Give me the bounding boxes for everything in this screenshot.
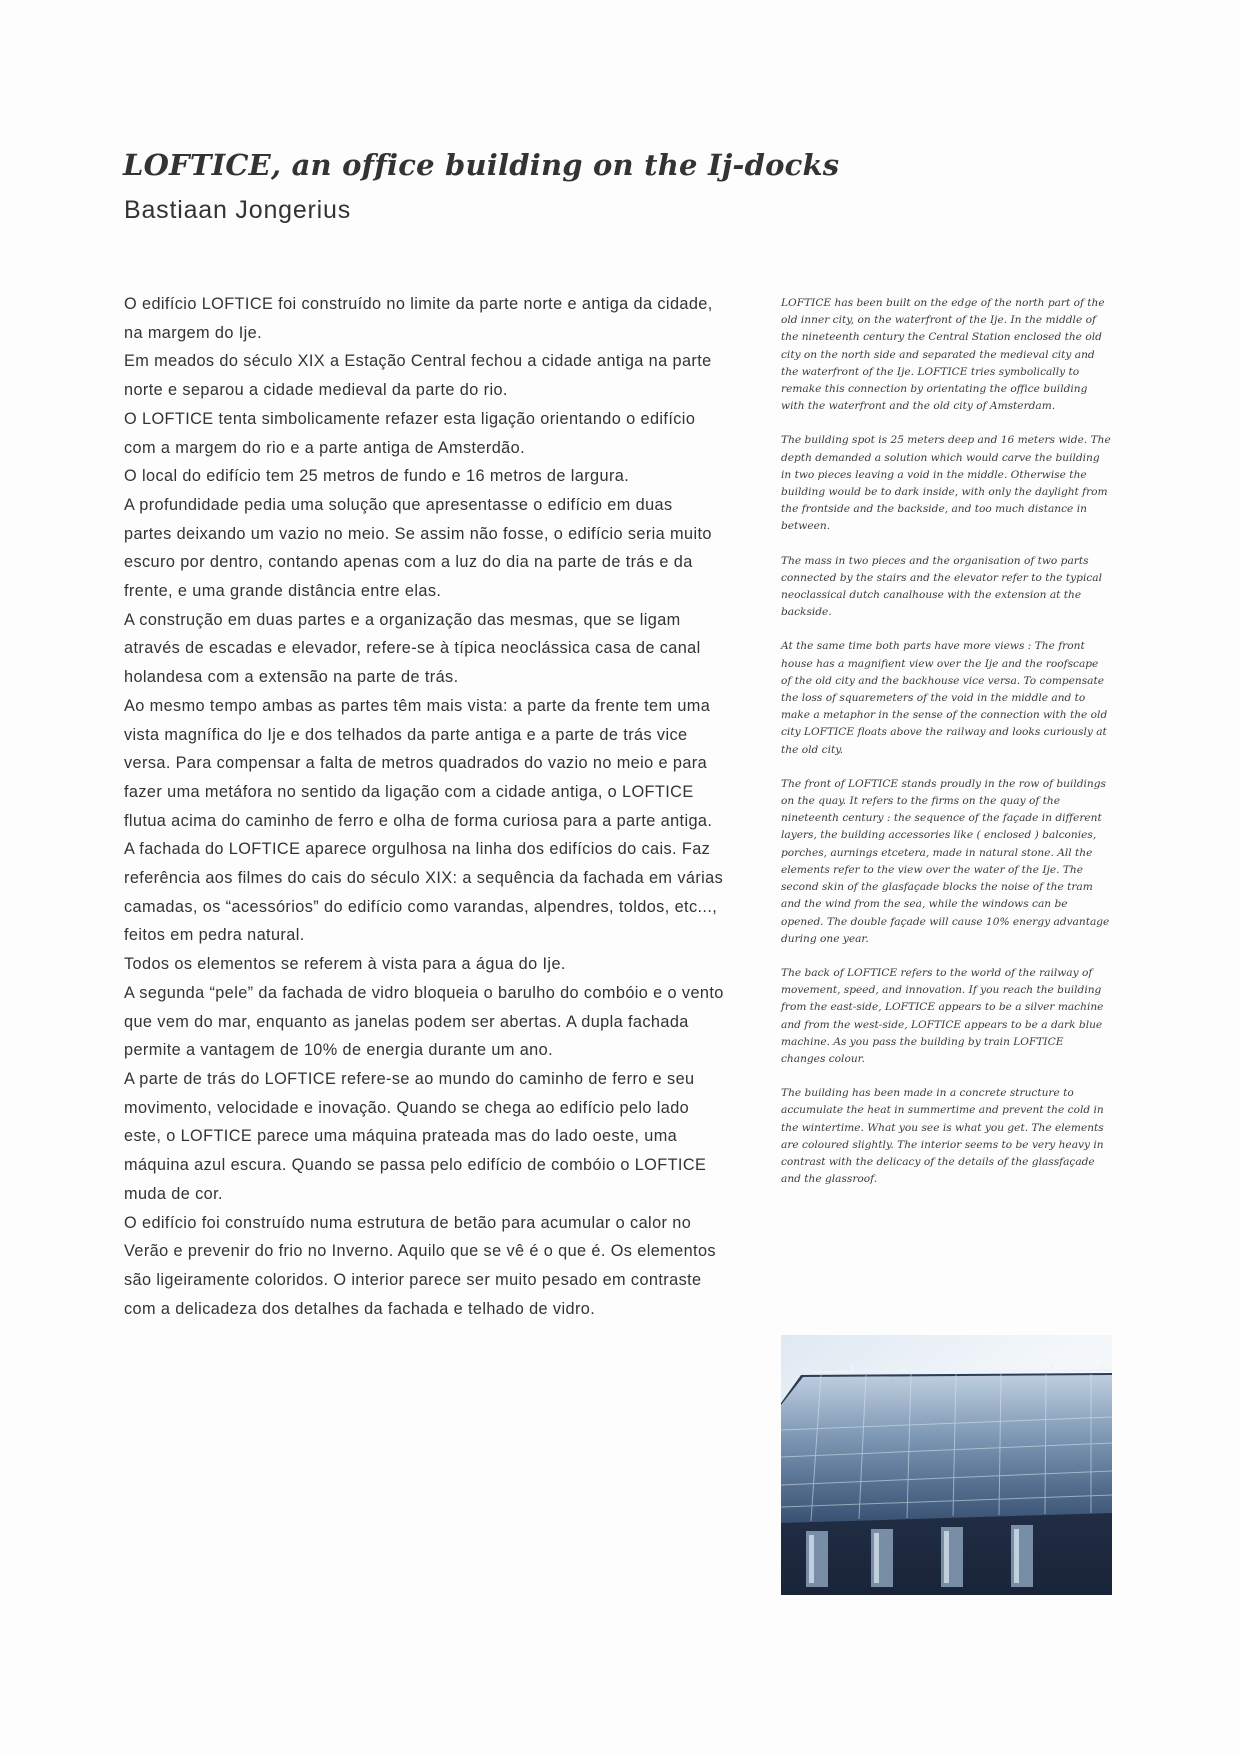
- pt-paragraph: O local do edifício tem 25 metros de fundo e 16 metros de largura.: [124, 467, 630, 486]
- pt-paragraph: A segunda “pele” da fachada de vidro bloqueia o barulho do combóio e o vento que vem do mar, enquanto as janelas podem ser abertas. A dupla fachada permite a vantagem de 10% de energia durante um ano.: [124, 983, 724, 1060]
- article-title: LOFTICE, an office building on the Ij-docks: [123, 148, 840, 182]
- en-paragraph: The building spot is 25 meters deep and 16 meters wide. The depth demanded a solution which would carve the building in two pieces leaving a void in the middle. Otherwise the building would be to dark inside, with only the daylight from the frontside and the backside, and too much distance in between.: [781, 434, 1111, 533]
- pt-paragraph: A profundidade pedia uma solução que apresentasse o edifício em duas partes deixando um vazio no meio. Se assim não fosse, o edifício seria muito escuro por dentro, contando apenas com a luz do dia na parte de trás e da frente, e uma grande distância entre elas.: [124, 495, 712, 601]
- article-author: Bastiaan Jongerius: [124, 196, 352, 224]
- en-paragraph: LOFTICE has been built on the edge of the north part of the old inner city, on the waterfront of the Ije. In the middle of the nineteenth century the Central Station enclosed the old city on the north side and separated the medieval city and the waterfront of the Ije. LOFTICE tries symbolically to remake this connection by orientating the office building with the waterfront and the old city of Amsterdam.: [781, 297, 1105, 413]
- en-paragraph: The front of LOFTICE stands proudly in the row of buildings on the quay. It refers to the firms on the quay of the nineteenth century : the sequence of the façade in different layers, the building accessories like ( enclosed ) balconies, porches, aurnings etcetera, made in natural stone. All the elements refer to the view over the water of the Ije. The second skin of the glasfaçade blocks the noise of the tram and the wind from the sea, while the windows can be opened. The double façade will cause 10% energy advantage during one year.: [781, 777, 1110, 945]
- pt-paragraph: Em meados do século XIX a Estação Central fechou a cidade antiga na parte norte e separou a cidade medieval da parte do rio.: [124, 352, 712, 400]
- portuguese-text-column: [124, 290, 724, 1323]
- en-paragraph: The back of LOFTICE refers to the world of the railway of movement, speed, and innovation. If you reach the building from the east-side, LOFTICE appears to be a silver machine and from the west-side, LOFTICE appears to be a dark blue machine. As you pass the building by train LOFTICE changes colour.: [781, 966, 1104, 1065]
- pt-paragraph: A construção em duas partes e a organização das mesmas, que se ligam através de escadas e elevador, refere-se à típica neoclássica casa de canal holandesa com a extensão na parte de trás.: [124, 610, 701, 687]
- building-facade-illustration: [781, 1335, 1112, 1595]
- pt-paragraph: O edifício LOFTICE foi construído no limite da parte norte e antiga da cidade, na margem do Ije.: [124, 295, 713, 342]
- english-text-column: [781, 295, 1111, 1188]
- building-facade-photo: [781, 1335, 1112, 1595]
- pt-paragraph: O LOFTICE tenta simbolicamente refazer esta ligação orientando o edifício com a margem do rio e a parte antiga de Amsterdão.: [124, 409, 696, 457]
- pt-paragraph: A parte de trás do LOFTICE refere-se ao mundo do caminho de ferro e seu movimento, velocidade e inovação. Quando se chega ao edifício pelo lado este, o LOFTICE parece uma máquina prateada mas do lado oeste, uma máquina azul escura. Quando se passa pelo edifício de combóio o LOFTICE muda de cor.: [124, 1069, 707, 1203]
- pt-paragraph: Todos os elementos se referem à vista para a água do Ije.: [124, 955, 566, 974]
- en-paragraph: The mass in two pieces and the organisation of two parts connected by the stairs and the elevator refer to the typical neoclassical dutch canalhouse with the extension at the backside.: [781, 554, 1102, 619]
- pt-paragraph: Ao mesmo tempo ambas as partes têm mais vista: a parte da frente tem uma vista magnífica do Ije e dos telhados da parte antiga e a parte de trás vice versa. Para compensar a falta de metros quadrados do vazio no meio e para fazer uma metáfora no sentido da ligação com a cidade antiga, o LOFTICE flutua acima do caminho de ferro e olha de forma curiosa para a parte antiga.: [124, 696, 713, 830]
- pt-paragraph: O edifício foi construído numa estrutura de betão para acumular o calor no Verão e prevenir do frio no Inverno. Aquilo que se vê é o que é. Os elementos são ligeiramente coloridos. O interior parece ser muito pesado em contraste com a delicadeza dos detalhes da fachada e telhado de vidro.: [124, 1213, 716, 1318]
- en-paragraph: At the same time both parts have more views : The front house has a magnifient view over the Ije and the roofscape of the old city and the backhouse vice versa. To compensate the loss of squaremeters of the void in the middle and to make a metaphor in the sense of the connection with the old city LOFTICE floats above the railway and looks curiously at the old city.: [781, 640, 1108, 756]
- pt-paragraph: A fachada do LOFTICE aparece orgulhosa na linha dos edifícios do cais. Faz referência aos filmes do cais do século XIX: a sequência da fachada em várias camadas, os “acessórios” do edifício como varandas, alpendres, toldos, etc..., feitos em pedra natural.: [124, 840, 724, 945]
- en-paragraph: The building has been made in a concrete structure to accumulate the heat in summertime and prevent the cold in the wintertime. What you see is what you get. The elements are coloured slightly. The interior seems to be very heavy in contrast with the delicacy of the details of the glassfaçade and the glassroof.: [781, 1087, 1104, 1186]
